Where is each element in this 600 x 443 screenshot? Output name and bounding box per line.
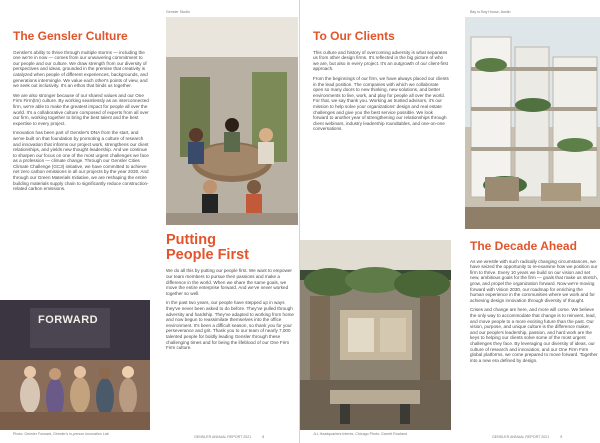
forward-stage-photo (0, 300, 150, 430)
meeting-room-photo (166, 17, 298, 225)
right-photo-caption: Bay to Bay House, Austin (470, 10, 511, 14)
lobby-photo (300, 240, 451, 430)
decade-paragraph: Crises and change are here, and more will come. We believe the only way to accommodate that change is to reinvent, lead, and move people to a more exciting future than the past. Our vision, purpose, and unique culture is the difference maker, and our people's leadership, passion, and hard work are the keys to helping our clients solve some of the most urgent challenges they face. By leveraging our diversity of ideas, our culture of research and innovation, and our One Firm Firm global platforms, we come prepared to move forward. Together into a new era defined by design. (470, 307, 598, 363)
top-photo-caption: Gensler Studio (166, 10, 190, 14)
people-paragraph: We do all this by putting our people first. We want to empower our team members to pursue their passions and make a difference in the world. When we share the same goals, we move the entire enterprise forward. And we've never worked together so well. (166, 268, 292, 296)
forward-banner-text: FORWARD (38, 314, 99, 326)
culture-paragraph: Gensler's ability to thrive through multiple storms — including the one we're in now — comes from our unwavering commitment to our people and our culture. We draw strength from our diversity of perspectives and ideas, grounded in the premise that creativity is catalyzed when people of different experiences, backgrounds, and generations intermingle. We value each other's points of view, and we seek out inclusivity. It's an ethos that binds us together. (13, 49, 148, 89)
decade-paragraph: As we wrestle with such radically changing circumstances, we have seized the opportunity to re-examine how we position our firm to thrive. Every 10 years we build on our vision and set new, ambitious goals for the firm — goals that make us stretch, grow, and propel the organization forward. Now we're moving forward with Vision 2030, our roadmap for enriching the human experience in the communities where we work and for achieving design innovation through diversity of thought. (470, 258, 598, 303)
forward-photo-caption: Photo: Gensler Forward, Gensler's in-person Innovation Lab (13, 432, 109, 436)
lobby-photo-caption: JLL Headquarters Interior, Chicago Photo: Garrett Rowland (313, 432, 408, 436)
footer-label: GENSLER ANNUAL REPORT 2021 (492, 435, 550, 439)
right-page-footer (492, 435, 562, 439)
clients-section (313, 30, 449, 136)
decade-section (470, 240, 598, 367)
left-page-footer (194, 435, 264, 439)
people-paragraph: In the past two years, our people have stepped up in ways they've never been asked to do before. They've pulled through adversity and hardship. They've adapted to working from home and now begun to reassimilate themselves into the office environment. It's been a difficult season, so thank you for your perseverance and grit. Thank you to our team of nearly 7,000 talented people for boldly leading Gensler through these challenging times and for being the lifeblood of our One Firm Firm culture. (166, 300, 294, 351)
culture-paragraph: We are also stronger because of our shared values and our One Firm Firm(tm) culture. By working seamlessly as an interconnected firm, we're able to make the greatest impact for people all over the world. It's a collaborative culture composed of experts from all over our firm, working together to bring the best talent and the best expertise to every project. (13, 92, 149, 126)
culture-paragraph: Innovation has been part of Gensler's DNA from the start, and we've built on that foundation by promoting a culture of research and innovation that informs our project work, strengthens our client relationships, and yields new thought leadership. And we continue to sharpen our focus on one of the most urgent challenges we face as a profession — climate change. Through our Gensler Cities Climate Challenge (GC3) initiative, we have committed to achieve net zero carbon emissions in all our projects by the year 2030. And through our Green Materials Initiative, we are reshaping the entire building materials supply chain to significantly reduce construction-related carbon emissions. (13, 130, 149, 192)
culture-section (13, 30, 149, 196)
culture-title: The Gensler Culture (13, 29, 128, 43)
footer-page-number: 8 (262, 435, 265, 439)
people-section (166, 233, 298, 355)
people-title-line1: Putting (166, 232, 216, 248)
clients-paragraph: From the beginnings of our firm, we have always placed our clients in the lead position. The companies with which we collaborate open so many doors to new thinking, new solutions, and better environments to live, work, and play for people all over the world. For that, we say thank you. Working as trusted advisors, it's our mission to help solve your organizations' design and real estate challenges and give you the best service possible. We look forward to another year of strengthening our relationships through client webinars, industry leadership roundtables, and one-on-one conversations. (313, 75, 449, 132)
clients-paragraph: This culture and history of overcoming adversity is what separates us from other design firms. It's reflected in the big picture of who we are, but also in every project. It's an outgrowth of our client-first approach. (313, 49, 448, 72)
people-title-line2: People First (166, 247, 249, 264)
building-photo (465, 17, 600, 229)
clients-title: To Our Clients (313, 29, 395, 43)
decade-title: The Decade Ahead (470, 239, 577, 253)
footer-page-number: 9 (560, 435, 563, 439)
footer-label: GENSLER ANNUAL REPORT 2021 (194, 435, 252, 439)
